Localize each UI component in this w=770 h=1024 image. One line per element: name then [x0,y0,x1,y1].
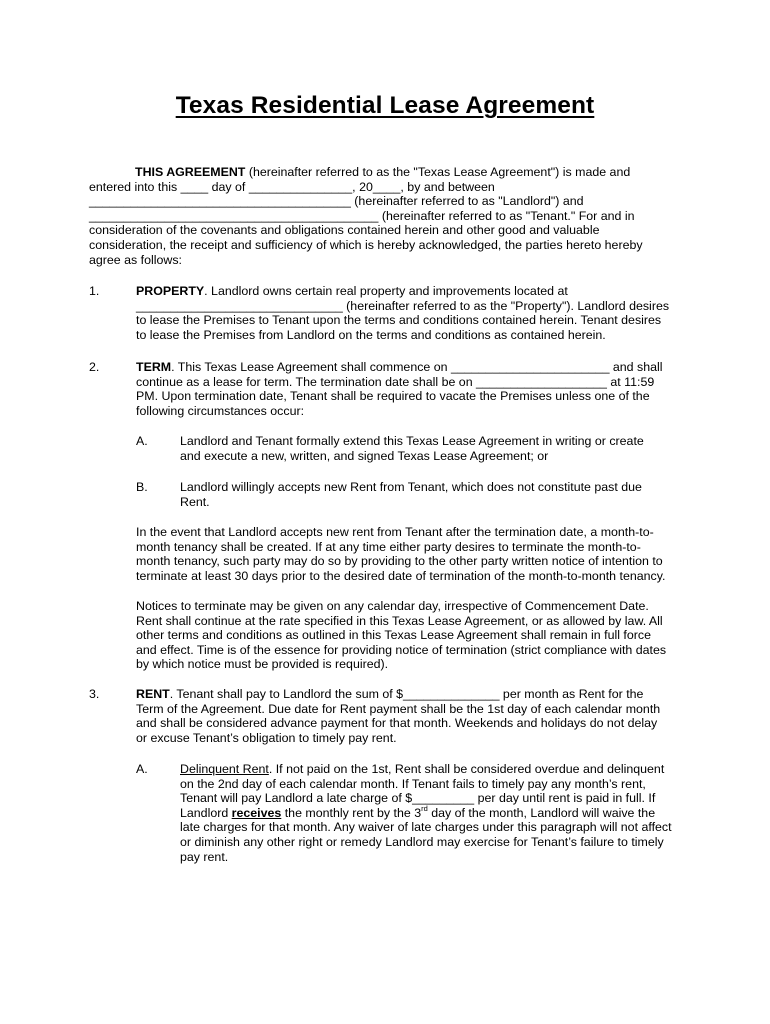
document-page: Texas Residential Lease Agreement THIS AGREEMENT (hereinafter referred to as the "Texas Lease Agreement") is made and entered into this ____ day of _______________, 20____, by and between ______________________________________ (hereinafter referred to as "Landlord") and __________________________________________ (hereinafter referred to as "Tenant." For and in consideration of the covenants and obligations contained herein and other good and valuable consideration, the receipt and sufficiency of which is hereby acknowledged, the parties hereto hereby agree as follows: 1. PROPERTY. Landlord owns certain real property and improvements located at ______________________________ (hereinafter referred to as the "Property"). Landlord desires to lease the Premises to Tenant upon the terms and conditions contained herein. Tenant desires to lease the Premises from Landlord on the terms and conditions as contained herein. 2. TERM. This Texas Lease Agreement shall commence on _______________________ and shall continue as a lease for term. The termination date shall be on ___________________ at 11:59 PM. Upon termination date, Tenant shall be required to vacate the Premises unless one of the following circumstances occur: A. Landlord and Tenant formally extend this Texas Lease Agreement in writing or create and execute a new, written, and signed Texas Lease Agreement; or B. Landlord willingly accepts new Rent from Tenant, which does not constitute past due Rent. In the event that Landlord accepts new rent from Tenant after the termination date, a month-to- month tenancy shall be created. If at any time either party desires to terminate the month-to- month tenancy, such party may do so by providing to the other party written notice of intention to terminate at least 30 days prior to the desired date of termination of the month-to-month tenancy. Notices to terminate may be given on any calendar day, irrespective of Commencement Date. Rent shall continue at the rate specified in this Texas Lease Agreement, or as allowed by law. All other terms and conditions as outlined in this Texas Lease Agreement shall remain in full force and effect. Time is of the essence for providing notice of termination (strict compliance with dates by which notice must be provided is required). 3. RENT. Tenant shall pay to Landlord the sum of $______________ per month as Rent for the Term of the Agreement. Due date for Rent payment shall be the 1st day of each calendar month and shall be considered advance payment for that month. Weekends and holidays do not delay or excuse Tenant’s obligation to timely pay rent. A. Delinquent Rent. If not paid on the 1st, Rent shall be considered overdue and delinquent on the 2nd day of each calendar month. If Tenant fails to timely pay any month’s rent, Tenant will pay Landlord a late charge of $_________ per day until rent is paid in full. If Landlord receives the monthly rent by the 3rd day of the month, Landlord will waive the late charges for that month. Any waiver of late charges under this paragraph will not affect or diminish any other right or remedy Landlord may exercise for Tenant’s failure to timely pay rent. [0,0,770,1024]
document-title: Texas Residential Lease Agreement [175,92,595,119]
intro-paragraph: THIS AGREEMENT (hereinafter referred to as the "Texas Lease Agreement") is made and entered into this ____ day of _______________, 20____, by and between ______________________________________ (hereinafter referred to as "Landlord") and __________________________________________ (hereinafter referred to as "Tenant." For and in consideration of the covenants and obligations contained herein and other good and valuable consideration, the receipt and sufficiency of which is hereby acknowledged, the parties hereto hereby agree as follows: [89,165,643,267]
intro-lead: THIS AGREEMENT [135,165,246,179]
item-letter: B. [136,480,148,494]
section-heading: RENT [136,687,170,701]
term-notice-paragraph: Notices to terminate may be given on any calendar day, irrespective of Commencement Date. Rent shall continue at the rate specified in this Texas Lease Agreement, or as allowed by law. All other terms and conditions as outlined in this Texas Lease Agreement shall remain in full force and effect. Time is of the essence for providing notice of termination (strict compliance with dates by which notice must be provided is required). [136,599,667,672]
emphasis-receives: receives [231,805,282,820]
item-heading: Delinquent Rent [180,762,269,776]
section-heading: TERM [136,360,172,374]
item-letter: A. [136,762,148,776]
ordinal-superscript: rd [421,803,428,813]
section-heading: PROPERTY [136,284,205,298]
item-letter: A. [136,434,148,448]
section-number: 1. [89,284,100,298]
section-number: 2. [89,360,100,374]
section-number: 3. [89,687,100,701]
term-holdover-paragraph: In the event that Landlord accepts new rent from Tenant after the termination date, a month-to- month tenancy shall be created. If at any time either party desires to terminate the month-to- month tenancy, such party may do so by providing to the other party written notice of intention to terminate at least 30 days prior to the desired date of termination of the month-to-month tenancy. [136,525,666,583]
